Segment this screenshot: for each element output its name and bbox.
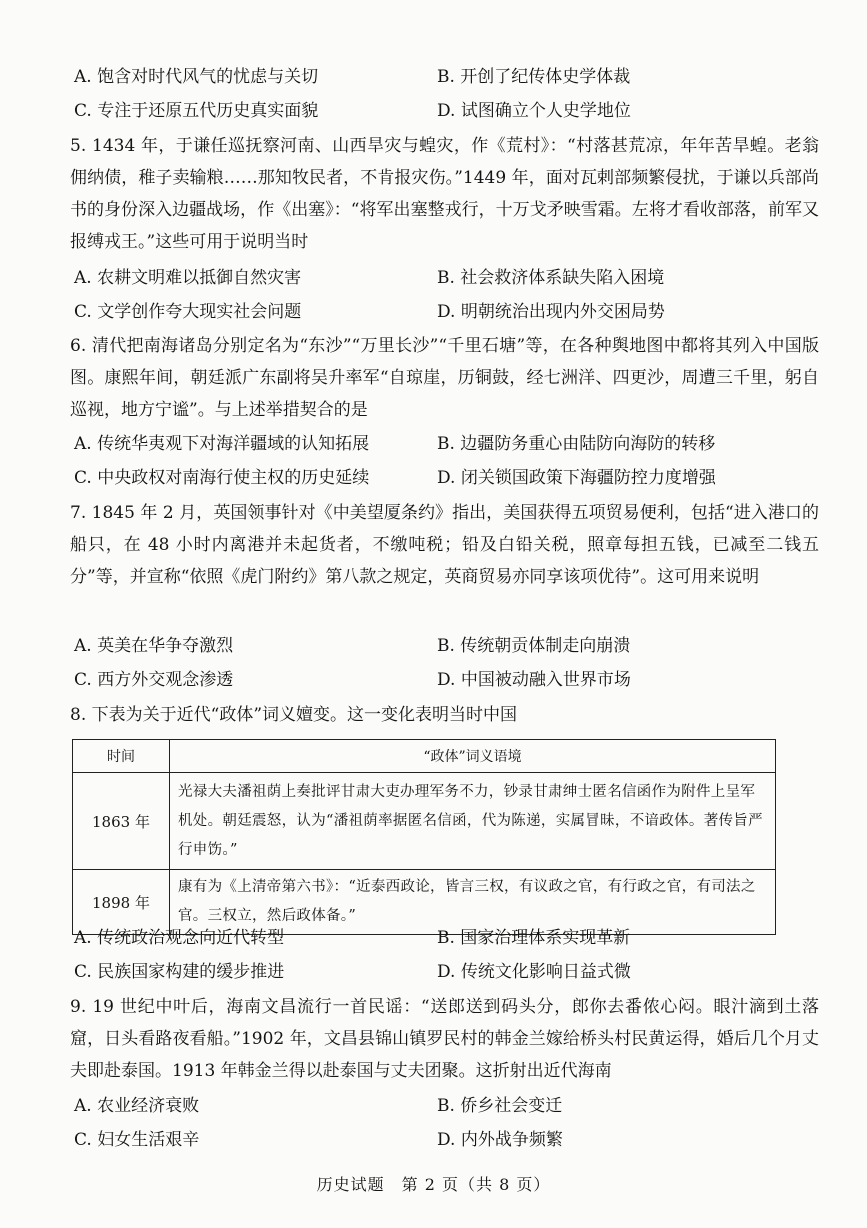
q5-option-d[interactable]: D. 明朝统治出现内外交困局势	[437, 302, 665, 322]
q6-option-b[interactable]: B. 边疆防务重心由陆防向海防的转移	[437, 434, 716, 454]
question-7-stem: 7. 1845 年 2 月，英国领事针对《中美望厦条约》指出，美国获得五项贸易便利，包括“进入港口的船只，在 48 小时内离港并未起货者，不缴吨税；铅及白铅关税，照章每担五钱，已减至二钱五分”等，并宣称“依照《虎门附约》第八款之规定，英商贸易亦同享该项优待”。这可用来说明	[70, 503, 819, 587]
table-header-context: “政体”词义语境	[170, 740, 776, 773]
q7-option-d[interactable]: D. 中国被动融入世界市场	[437, 670, 631, 690]
q8-option-c[interactable]: C. 民族国家构建的缓步推进	[74, 962, 285, 982]
q4-option-d[interactable]: D. 试图确立个人史学地位	[437, 101, 631, 121]
q4-option-b[interactable]: B. 开创了纪传体史学体裁	[437, 67, 631, 87]
q8-table	[72, 739, 776, 935]
q6-option-d[interactable]: D. 闭关锁国政策下海疆防控力度增强	[437, 468, 716, 488]
q6-option-a[interactable]: A. 传统华夷观下对海洋疆域的认知拓展	[74, 434, 370, 454]
table-header-time: 时间	[73, 740, 170, 773]
table-cell-year: 1863 年	[73, 773, 170, 870]
q9-option-d[interactable]: D. 内外战争频繁	[437, 1130, 563, 1150]
question-5-stem: 5. 1434 年，于谦任巡抚察河南、山西旱灾与蝗灾，作《荒村》：“村落甚荒凉，年年苦旱蝗。老翁佣纳债，稚子卖输粮……那知牧民者，不肯报灾伤。”1449 年，面对瓦剌部频繁侵扰，于谦以兵部尚书的身份深入边疆战场，作《出塞》：“将军出塞整戎行，十万戈矛映雪霜。左将才看收部落，前军又报缚戎王。”这些可用于说明当时	[70, 136, 819, 252]
q9-option-c[interactable]: C. 妇女生活艰辛	[74, 1130, 200, 1150]
q8-option-b[interactable]: B. 国家治理体系实现革新	[437, 928, 631, 948]
q8-option-a[interactable]: A. 传统政治观念向近代转型	[74, 928, 285, 948]
q7-option-c[interactable]: C. 西方外交观念渗透	[74, 670, 234, 690]
table-cell-context: 光禄大夫潘祖荫上奏批评甘肃大吏办理军务不力，钞录甘肃绅士匿名信函作为附件上呈军机处。朝廷震怒，认为“潘祖荫率据匿名信函，代为陈递，实属冒昧，不谙政体。著传旨严行申饬。”	[170, 773, 776, 870]
table-cell-year: 1898 年	[73, 870, 170, 935]
page-footer: 历史试题 第 2 页（共 8 页）	[316, 1175, 551, 1194]
q9-option-b[interactable]: B. 侨乡社会变迁	[437, 1096, 563, 1116]
q5-option-a[interactable]: A. 农耕文明难以抵御自然灾害	[74, 268, 302, 288]
q5-option-c[interactable]: C. 文学创作夸大现实社会问题	[74, 302, 302, 322]
q5-option-b[interactable]: B. 社会救济体系缺失陷入困境	[437, 268, 665, 288]
question-8-stem: 8. 下表为关于近代“政体”词义嬗变。这一变化表明当时中国	[70, 705, 518, 725]
q4-option-c[interactable]: C. 专注于还原五代历史真实面貌	[74, 101, 319, 121]
q6-option-c[interactable]: C. 中央政权对南海行使主权的历史延续	[74, 468, 370, 488]
question-9-stem: 9. 19 世纪中叶后，海南文昌流行一首民谣：“送郎送到码头分，郎你去番侬心闷。眼汁滴到土落窟，日头看路夜看船。”1902 年，文昌县锦山镇罗民村的韩金兰嫁给桥头村民黄运得，婚后几个月丈夫即赴泰国。1913 年韩金兰得以赴泰国与丈夫团聚。这折射出近代海南	[70, 997, 819, 1081]
table-row	[73, 773, 776, 870]
q9-option-a[interactable]: A. 农业经济衰败	[74, 1096, 200, 1116]
q7-option-b[interactable]: B. 传统朝贡体制走向崩溃	[437, 636, 631, 656]
question-6-stem: 6. 清代把南海诸岛分别定名为“东沙”“万里长沙”“千里石塘”等，在各种舆地图中都将其列入中国版图。康熙年间，朝廷派广东副将吴升率军“自琼崖，历铜鼓，经七洲洋、四更沙，周遭三千里，躬自巡视，地方宁谧”。与上述举措契合的是	[70, 336, 819, 420]
q7-option-a[interactable]: A. 英美在华争夺激烈	[74, 636, 234, 656]
table-cell-context: 康有为《上清帝第六书》：“近泰西政论，皆言三权，有议政之官，有行政之官，有司法之官。三权立，然后政体备。”	[170, 870, 776, 935]
q8-option-d[interactable]: D. 传统文化影响日益式微	[437, 962, 631, 982]
table-row	[73, 870, 776, 935]
q4-option-a[interactable]: A. 饱含对时代风气的忧虑与关切	[74, 67, 319, 87]
